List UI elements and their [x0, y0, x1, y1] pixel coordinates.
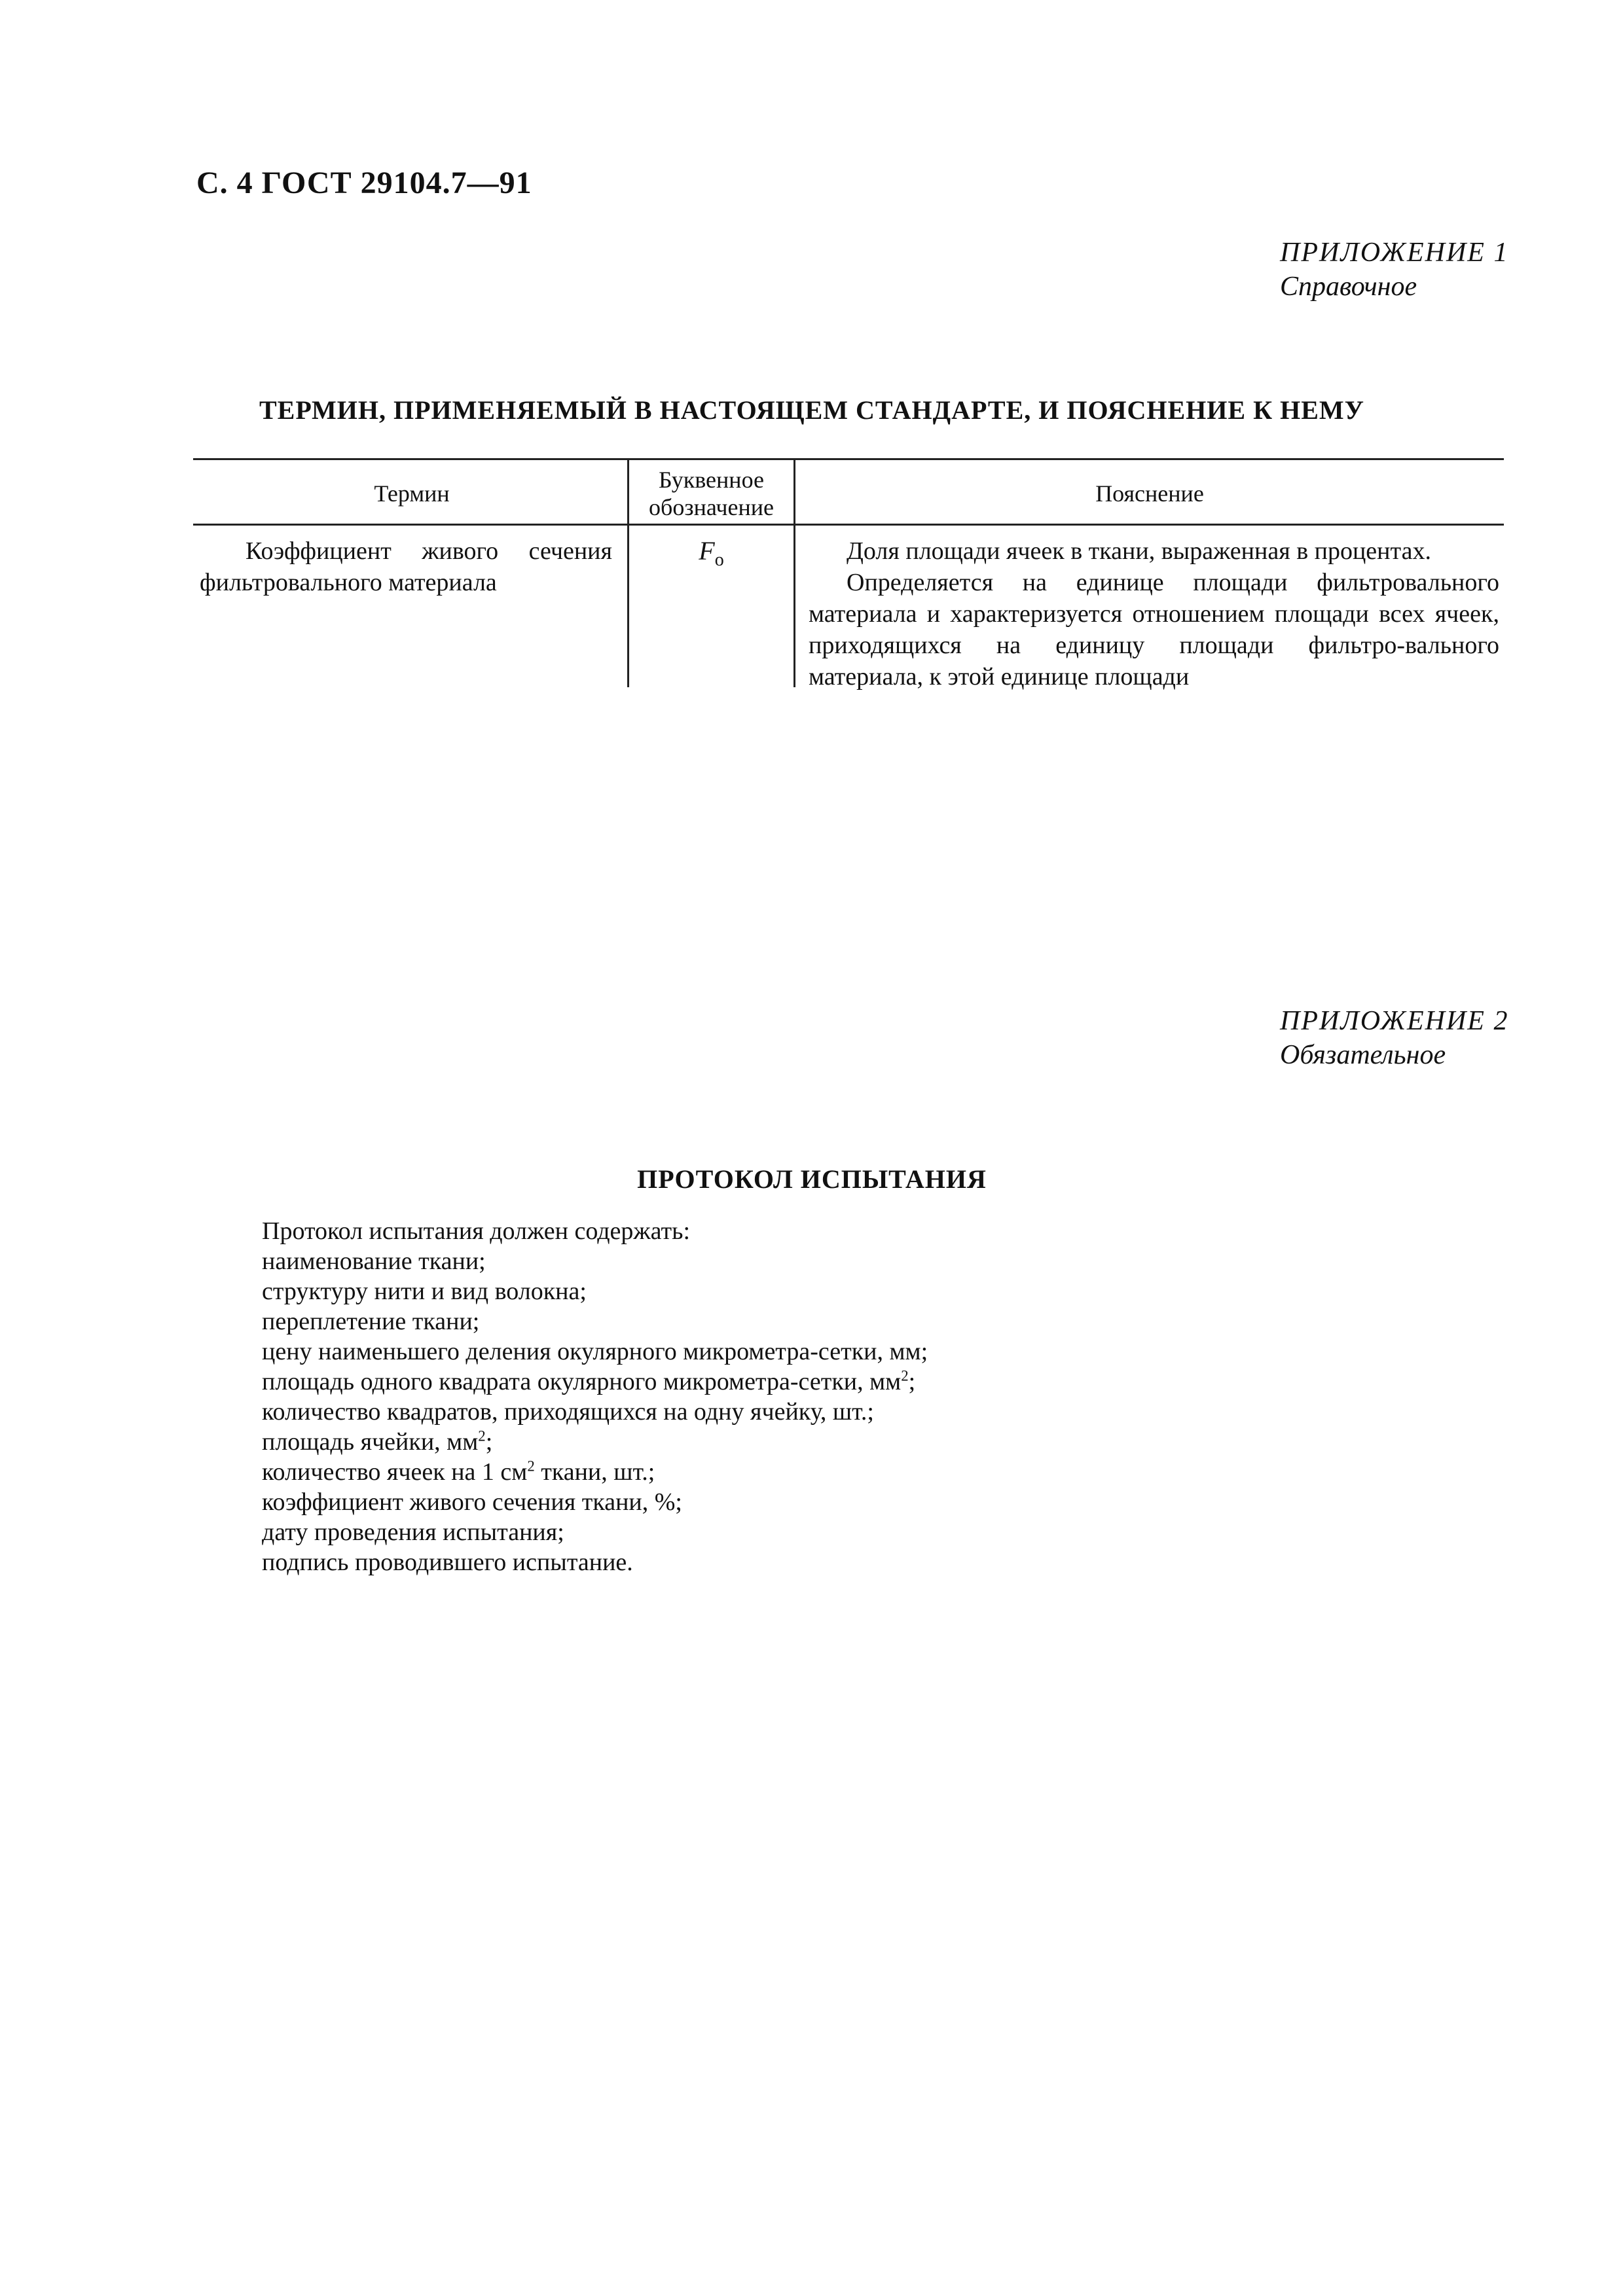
- list-item: переплетение ткани;: [262, 1308, 480, 1335]
- table-top-rule: [193, 458, 1504, 460]
- table-cell-term: Коэффициент живого сечения фильтровального материала: [200, 537, 612, 596]
- appendix-1-type: Справочное: [1280, 272, 1417, 302]
- appendix-1-label: ПРИЛОЖЕНИЕ 1: [1280, 238, 1509, 268]
- explanation-paragraph-2: Определяется на единице площади фильтровального материала и характеризуется отношением площади всех ячеек, приходящихся на единицу площади фильтро-вального материала, к этой единице площади: [809, 569, 1499, 691]
- list-item: структуру нити и вид волокна;: [262, 1278, 587, 1305]
- table-header-rule: [193, 524, 1504, 526]
- list-item: наименование ткани;: [262, 1247, 486, 1275]
- appendix-2-label-block: [1280, 1004, 1508, 1072]
- list-item: количество квадратов, приходящихся на одну ячейку, шт.;: [262, 1398, 874, 1426]
- table-cell-symbol: $F_o$: [699, 536, 724, 570]
- page-header: С. 4 ГОСТ 29104.7—91: [196, 166, 532, 200]
- list-item: площадь одного квадрата окулярного микрометра-сетки, $мм^2$;: [262, 1367, 916, 1395]
- protocol-intro: Протокол испытания должен содержать:: [262, 1217, 691, 1245]
- list-item: цену наименьшего деления окулярного микрометра-сетки, мм;: [262, 1338, 928, 1365]
- table-header-term: Термин: [374, 480, 450, 507]
- explanation-paragraph-1: Доля площади ячеек в ткани, выраженная в процентах.: [847, 537, 1431, 565]
- table-cell-explanation: [809, 535, 1499, 692]
- section-2-title: ПРОТОКОЛ ИСПЫТАНИЯ: [637, 1164, 987, 1194]
- list-item: дату проведения испытания;: [262, 1518, 564, 1546]
- list-item: количество ячеек на 1 $см^2$ ткани, шт.;: [262, 1458, 655, 1486]
- list-item: коэффициент живого сечения ткани, %;: [262, 1488, 682, 1516]
- protocol-list: [262, 1216, 928, 1577]
- appendix-2-label: ПРИЛОЖЕНИЕ 2: [1280, 1006, 1509, 1036]
- list-item: подпись проводившего испытание.: [262, 1549, 633, 1576]
- appendix-1-label-block: [1280, 236, 1508, 304]
- section-1-title: ТЕРМИН, ПРИМЕНЯЕМЫЙ В НАСТОЯЩЕМ СТАНДАРТЕ, И ПОЯСНЕНИЕ К НЕМУ: [259, 395, 1364, 425]
- appendix-2-type: Обязательное: [1280, 1040, 1446, 1070]
- list-item: площадь ячейки, $мм^2$;: [262, 1427, 493, 1456]
- table-header-explanation: Пояснение: [1095, 480, 1204, 507]
- table-header-symbol: Буквенное обозначение: [649, 467, 774, 520]
